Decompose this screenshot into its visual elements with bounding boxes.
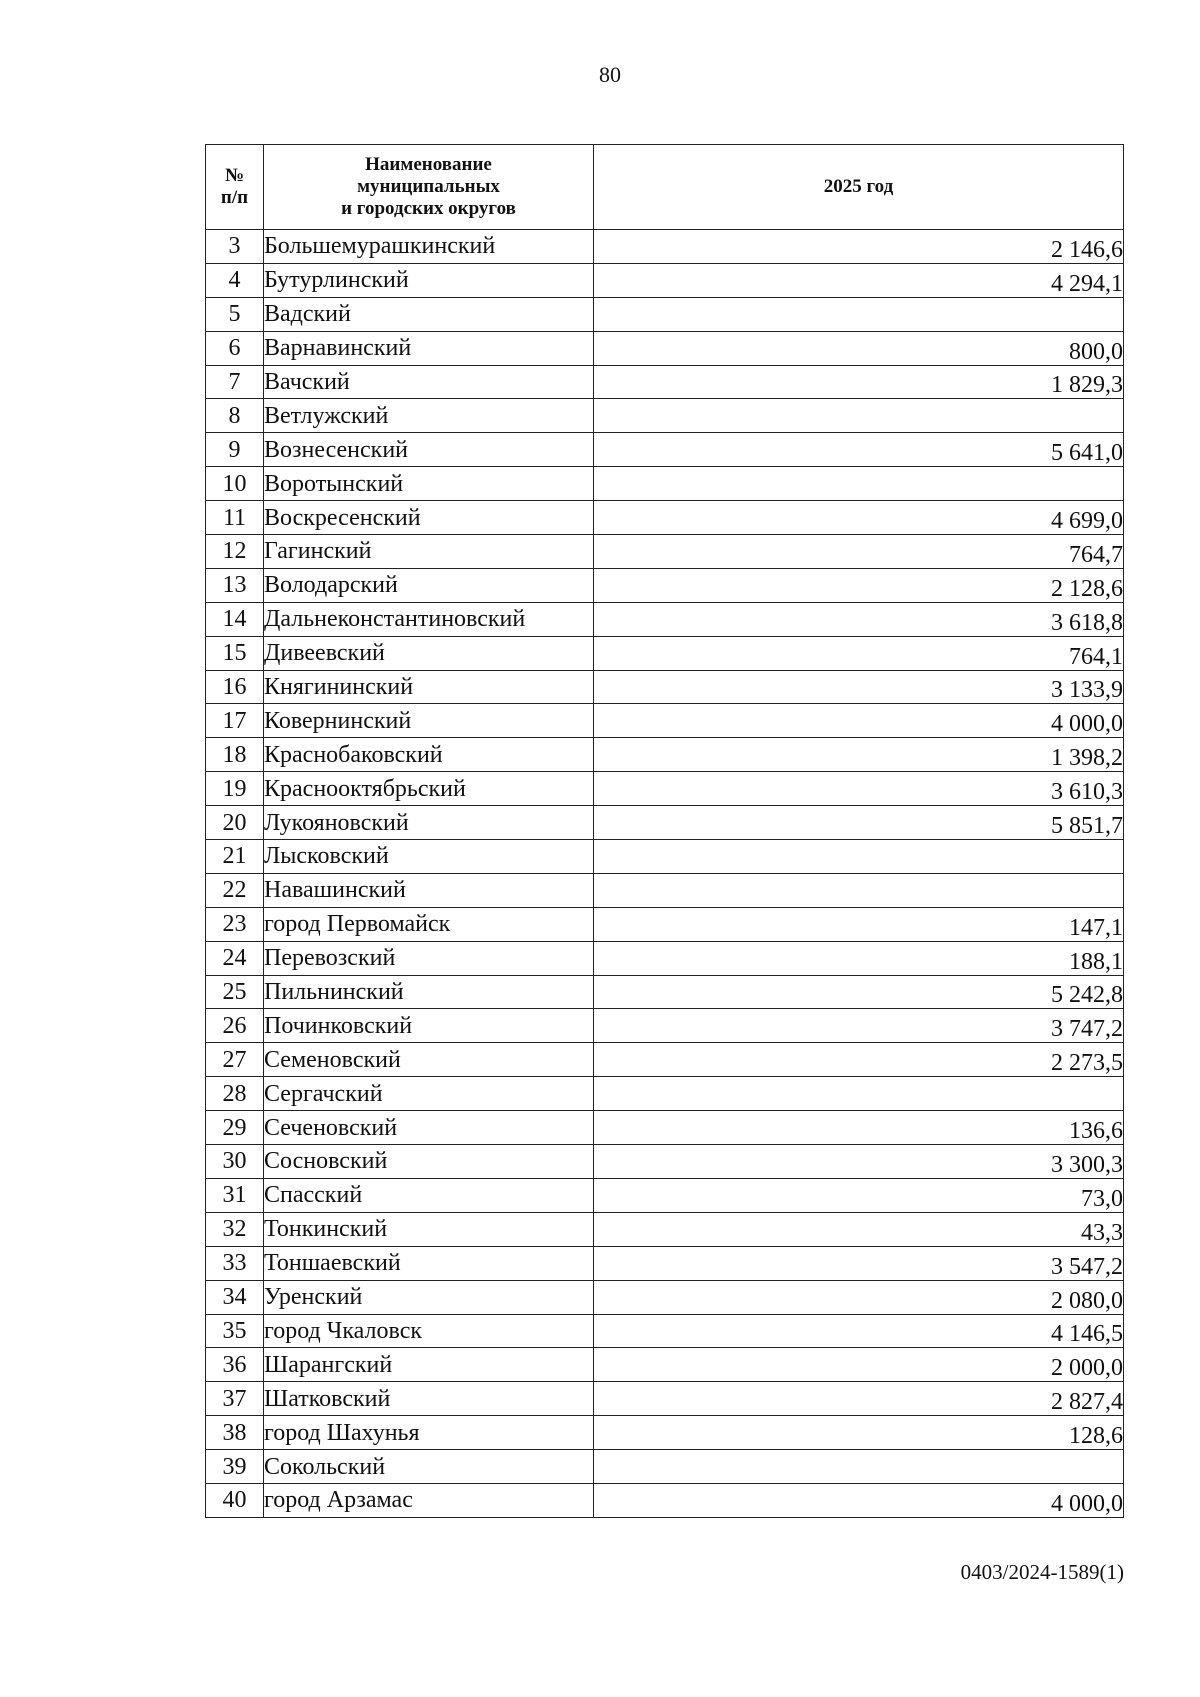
- amount-2025: 128,6: [594, 1416, 1124, 1450]
- allocation-table: [205, 144, 1124, 1518]
- municipality-name: Вознесенский: [264, 433, 594, 467]
- table-row: [206, 535, 1124, 569]
- table-row: [206, 704, 1124, 738]
- municipality-name: Бутурлинский: [264, 263, 594, 297]
- amount-2025: 188,1: [594, 941, 1124, 975]
- table-row: [206, 941, 1124, 975]
- municipality-name: Варнавинский: [264, 331, 594, 365]
- amount-2025: 2 146,6: [594, 230, 1124, 264]
- table-row: [206, 1145, 1124, 1179]
- municipality-name: Дальнеконстантиновский: [264, 602, 594, 636]
- municipality-name: Тоншаевский: [264, 1246, 594, 1280]
- municipality-name: Шатковский: [264, 1382, 594, 1416]
- municipality-name: Починковский: [264, 1009, 594, 1043]
- row-number: 6: [206, 331, 264, 365]
- header-municipality-text: Наименование муниципальных и городских округов: [341, 154, 516, 219]
- table-row: [206, 873, 1124, 907]
- municipality-name: Вачский: [264, 365, 594, 399]
- amount-2025: 5 851,7: [594, 806, 1124, 840]
- municipality-name: Воротынский: [264, 467, 594, 501]
- table-row: [206, 331, 1124, 365]
- amount-2025: 73,0: [594, 1178, 1124, 1212]
- table-row: [206, 1009, 1124, 1043]
- table-row: [206, 365, 1124, 399]
- table-row: [206, 602, 1124, 636]
- row-number: 24: [206, 941, 264, 975]
- amount-2025: 43,3: [594, 1212, 1124, 1246]
- municipality-name: Тонкинский: [264, 1212, 594, 1246]
- municipality-name: Ветлужский: [264, 399, 594, 433]
- municipality-name: Краснобаковский: [264, 738, 594, 772]
- row-number: 36: [206, 1348, 264, 1382]
- table-row: [206, 1416, 1124, 1450]
- municipality-name: Перевозский: [264, 941, 594, 975]
- municipality-name: Краснооктябрьский: [264, 772, 594, 806]
- municipality-name: Сосновский: [264, 1145, 594, 1179]
- row-number: 38: [206, 1416, 264, 1450]
- table-row: [206, 1043, 1124, 1077]
- table-row: [206, 1212, 1124, 1246]
- amount-2025: [594, 840, 1124, 874]
- row-number: 31: [206, 1178, 264, 1212]
- amount-2025: 3 547,2: [594, 1246, 1124, 1280]
- amount-2025: 4 000,0: [594, 1483, 1124, 1517]
- amount-2025: 4 699,0: [594, 501, 1124, 535]
- municipality-name: город Шахунья: [264, 1416, 594, 1450]
- row-number: 3: [206, 230, 264, 264]
- table-row: [206, 670, 1124, 704]
- table-row: [206, 738, 1124, 772]
- municipality-name: город Первомайск: [264, 907, 594, 941]
- table-row: [206, 975, 1124, 1009]
- amount-2025: 3 618,8: [594, 602, 1124, 636]
- table-row: [206, 568, 1124, 602]
- amount-2025: [594, 1450, 1124, 1484]
- municipality-name: Пильнинский: [264, 975, 594, 1009]
- amount-2025: 1 829,3: [594, 365, 1124, 399]
- table-row: [206, 433, 1124, 467]
- municipality-name: Уренский: [264, 1280, 594, 1314]
- row-number: 18: [206, 738, 264, 772]
- municipality-name: Большемурашкинский: [264, 230, 594, 264]
- municipality-name: город Арзамас: [264, 1483, 594, 1517]
- municipality-name: Лукояновский: [264, 806, 594, 840]
- row-number: 22: [206, 873, 264, 907]
- table-row: [206, 1382, 1124, 1416]
- row-number: 21: [206, 840, 264, 874]
- municipality-name: Гагинский: [264, 535, 594, 569]
- amount-2025: 2 827,4: [594, 1382, 1124, 1416]
- row-number: 16: [206, 670, 264, 704]
- amount-2025: [594, 873, 1124, 907]
- municipality-name: Княгининский: [264, 670, 594, 704]
- amount-2025: 2 000,0: [594, 1348, 1124, 1382]
- row-number: 19: [206, 772, 264, 806]
- municipality-name: Сеченовский: [264, 1111, 594, 1145]
- amount-2025: 764,7: [594, 535, 1124, 569]
- amount-2025: 1 398,2: [594, 738, 1124, 772]
- row-number: 28: [206, 1077, 264, 1111]
- row-number: 7: [206, 365, 264, 399]
- amount-2025: [594, 1077, 1124, 1111]
- amount-2025: [594, 399, 1124, 433]
- table-row: [206, 1280, 1124, 1314]
- amount-2025: 4 294,1: [594, 263, 1124, 297]
- amount-2025: 3 610,3: [594, 772, 1124, 806]
- amount-2025: 5 641,0: [594, 433, 1124, 467]
- amount-2025: 5 242,8: [594, 975, 1124, 1009]
- row-number: 25: [206, 975, 264, 1009]
- table-row: [206, 806, 1124, 840]
- amount-2025: 136,6: [594, 1111, 1124, 1145]
- municipality-name: Сергачский: [264, 1077, 594, 1111]
- amount-2025: 2 273,5: [594, 1043, 1124, 1077]
- table-row: [206, 1348, 1124, 1382]
- amount-2025: [594, 467, 1124, 501]
- row-number: 39: [206, 1450, 264, 1484]
- municipality-name: Сокольский: [264, 1450, 594, 1484]
- amount-2025: 3 300,3: [594, 1145, 1124, 1179]
- municipality-name: Шарангский: [264, 1348, 594, 1382]
- row-number: 37: [206, 1382, 264, 1416]
- table-row: [206, 636, 1124, 670]
- table-body: [206, 230, 1124, 1518]
- table-row: [206, 230, 1124, 264]
- row-number: 11: [206, 501, 264, 535]
- row-number: 32: [206, 1212, 264, 1246]
- row-number: 35: [206, 1314, 264, 1348]
- row-number: 23: [206, 907, 264, 941]
- table-row: [206, 1314, 1124, 1348]
- row-number: 8: [206, 399, 264, 433]
- row-number: 15: [206, 636, 264, 670]
- header-number-text: № п/п: [220, 165, 249, 208]
- municipality-name: Володарский: [264, 568, 594, 602]
- row-number: 10: [206, 467, 264, 501]
- municipality-name: Вадский: [264, 297, 594, 331]
- table-row: [206, 1178, 1124, 1212]
- amount-2025: [594, 297, 1124, 331]
- document-code: 0403/2024-1589(1): [960, 1560, 1124, 1584]
- municipality-name: Навашинский: [264, 873, 594, 907]
- row-number: 29: [206, 1111, 264, 1145]
- row-number: 4: [206, 263, 264, 297]
- table-row: [206, 1111, 1124, 1145]
- table-row: [206, 467, 1124, 501]
- table-row: [206, 772, 1124, 806]
- row-number: 13: [206, 568, 264, 602]
- table-row: [206, 1246, 1124, 1280]
- header-number: [206, 145, 264, 230]
- amount-2025: 3 747,2: [594, 1009, 1124, 1043]
- table-header-row: [206, 145, 1124, 230]
- municipality-name: Спасский: [264, 1178, 594, 1212]
- table-row: [206, 399, 1124, 433]
- table-row: [206, 840, 1124, 874]
- row-number: 30: [206, 1145, 264, 1179]
- row-number: 14: [206, 602, 264, 636]
- amount-2025: 4 000,0: [594, 704, 1124, 738]
- municipality-name: Лысковский: [264, 840, 594, 874]
- amount-2025: 764,1: [594, 636, 1124, 670]
- row-number: 17: [206, 704, 264, 738]
- table-row: [206, 907, 1124, 941]
- page-number: 80: [599, 62, 621, 87]
- row-number: 40: [206, 1483, 264, 1517]
- municipality-name: Дивеевский: [264, 636, 594, 670]
- row-number: 5: [206, 297, 264, 331]
- row-number: 12: [206, 535, 264, 569]
- row-number: 9: [206, 433, 264, 467]
- municipality-name: город Чкаловск: [264, 1314, 594, 1348]
- row-number: 27: [206, 1043, 264, 1077]
- row-number: 33: [206, 1246, 264, 1280]
- row-number: 20: [206, 806, 264, 840]
- amount-2025: 147,1: [594, 907, 1124, 941]
- table-row: [206, 1450, 1124, 1484]
- header-year-text: 2025 год: [823, 176, 894, 197]
- amount-2025: 800,0: [594, 331, 1124, 365]
- municipality-name: Воскресенский: [264, 501, 594, 535]
- municipality-name: Ковернинский: [264, 704, 594, 738]
- header-municipality: [264, 145, 594, 230]
- amount-2025: 3 133,9: [594, 670, 1124, 704]
- table-row: [206, 297, 1124, 331]
- row-number: 26: [206, 1009, 264, 1043]
- table-row: [206, 1077, 1124, 1111]
- header-year-2025: [594, 145, 1124, 230]
- table-row: [206, 501, 1124, 535]
- row-number: 34: [206, 1280, 264, 1314]
- table-row: [206, 263, 1124, 297]
- amount-2025: 4 146,5: [594, 1314, 1124, 1348]
- municipality-name: Семеновский: [264, 1043, 594, 1077]
- table-row: [206, 1483, 1124, 1517]
- amount-2025: 2 128,6: [594, 568, 1124, 602]
- amount-2025: 2 080,0: [594, 1280, 1124, 1314]
